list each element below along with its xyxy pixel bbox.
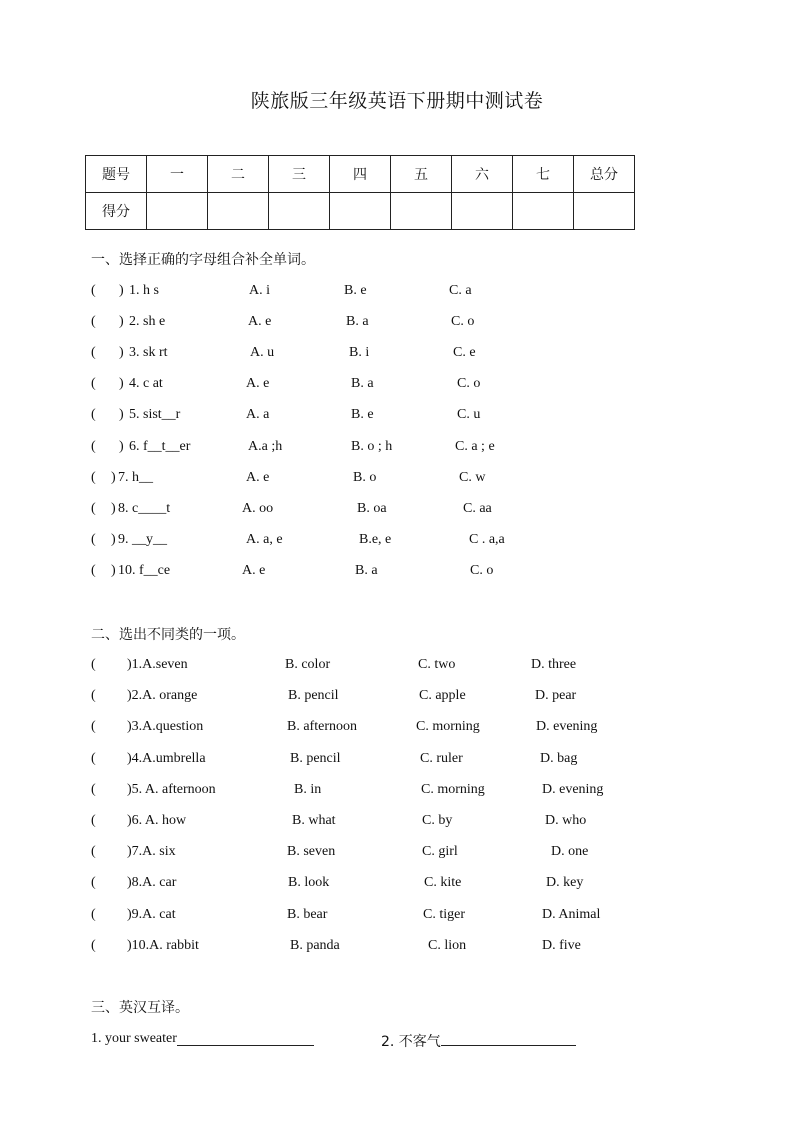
question-text: 8. c____t — [118, 501, 171, 516]
score-table-header-cell: 四 — [330, 156, 391, 193]
option-b: B. look — [288, 875, 330, 890]
option-b: B. color — [285, 657, 331, 672]
question-text: 10. f__ce — [118, 563, 171, 578]
option-c: C. e — [453, 345, 476, 360]
question-text: 2. sh e — [129, 314, 166, 329]
question-text: 3. sk rt — [129, 345, 168, 360]
paren-open: ( — [91, 314, 96, 329]
score-table-row-label: 得分 — [86, 193, 147, 230]
option-c: C. a — [449, 283, 472, 298]
option-c: C. tiger — [423, 907, 465, 922]
paren-open: ( — [91, 470, 96, 485]
score-cell[interactable] — [574, 193, 635, 230]
option-b: B. panda — [290, 938, 340, 953]
option-c: C. aa — [463, 501, 492, 516]
paren-open: ( — [91, 782, 96, 797]
option-c: C. o — [457, 376, 481, 391]
question-text: 7. h__ — [118, 470, 153, 485]
paren-close: ) — [111, 501, 116, 516]
option-b: B. o — [353, 470, 377, 485]
question-text: )9.A. cat — [127, 907, 176, 922]
option-d: D. bag — [540, 751, 578, 766]
paren-close: ) — [119, 407, 124, 422]
question-text: )6. A. how — [127, 813, 187, 828]
score-table-header-cell: 五 — [391, 156, 452, 193]
option-b: B. in — [294, 782, 322, 797]
paren-open: ( — [91, 907, 96, 922]
option-c: C. morning — [421, 782, 485, 797]
page-title: 陕旅版三年级英语下册期中测试卷 — [250, 90, 544, 112]
option-a: A. a, e — [246, 532, 283, 547]
option-c: C. morning — [416, 719, 480, 734]
section2-heading: 二、选出不同类的一项。 — [91, 627, 245, 643]
option-b: B. a — [351, 376, 374, 391]
question-text: )1.A.seven — [127, 657, 188, 672]
option-c: C. o — [451, 314, 475, 329]
question-text: )3.A.question — [127, 719, 204, 734]
score-table-header-cell: 三 — [269, 156, 330, 193]
option-a: A. e — [248, 314, 272, 329]
question-text: )7.A. six — [127, 844, 176, 859]
paren-open: ( — [91, 813, 96, 828]
paren-open: ( — [91, 938, 96, 953]
option-c: C. a ; e — [455, 439, 495, 454]
score-table-score-row — [86, 193, 635, 230]
option-a: A. e — [246, 470, 270, 485]
option-a: A. a — [246, 407, 270, 422]
score-cell[interactable] — [391, 193, 452, 230]
paren-open: ( — [91, 376, 96, 391]
paren-open: ( — [91, 532, 96, 547]
option-c: C. girl — [422, 844, 458, 859]
score-table-header-cell: 二 — [208, 156, 269, 193]
score-cell[interactable] — [208, 193, 269, 230]
paren-open: ( — [91, 283, 96, 298]
translation-prompt: 1. your sweater — [91, 1031, 177, 1046]
score-cell[interactable] — [147, 193, 208, 230]
option-c: C. lion — [428, 938, 467, 953]
paren-close: ) — [119, 283, 124, 298]
question-text: 9. __y__ — [118, 532, 167, 547]
option-d: D. evening — [542, 782, 604, 797]
score-table — [85, 155, 635, 230]
score-cell[interactable] — [330, 193, 391, 230]
paren-open: ( — [91, 657, 96, 672]
option-d: D. Animal — [542, 907, 601, 922]
question-text: 4. c at — [129, 376, 163, 391]
paren-open: ( — [91, 439, 96, 454]
option-c: C. w — [459, 470, 486, 485]
section3-heading: 三、英汉互译。 — [91, 1000, 189, 1016]
paren-close: ) — [119, 376, 124, 391]
option-b: B. pencil — [288, 688, 339, 703]
question-text: )4.A.umbrella — [127, 751, 206, 766]
option-d: D. five — [542, 938, 581, 953]
score-table-header-cell: 七 — [513, 156, 574, 193]
question-text: )10.A. rabbit — [127, 938, 199, 953]
paren-open: ( — [91, 688, 96, 703]
paren-close: ) — [111, 563, 116, 578]
paren-close: ) — [111, 532, 116, 547]
paren-open: ( — [91, 751, 96, 766]
score-table-header-cell: 总分 — [574, 156, 635, 193]
option-c: C. two — [418, 657, 456, 672]
question-text: )2.A. orange — [127, 688, 198, 703]
option-b: B. bear — [287, 907, 328, 922]
paren-open: ( — [91, 501, 96, 516]
paren-open: ( — [91, 563, 96, 578]
option-c: C. by — [422, 813, 453, 828]
translation-item-2 — [381, 1031, 441, 1051]
option-c: C. u — [457, 407, 481, 422]
option-b: B. afternoon — [287, 719, 357, 734]
question-text: )5. A. afternoon — [127, 782, 216, 797]
option-b: B. o ; h — [351, 439, 393, 454]
question-text: 1. h s — [129, 283, 159, 298]
option-b: B. a — [355, 563, 378, 578]
option-b: B. what — [292, 813, 336, 828]
option-c: C. apple — [419, 688, 466, 703]
option-c: C. kite — [424, 875, 462, 890]
option-b: B. i — [349, 345, 370, 360]
score-cell[interactable] — [269, 193, 330, 230]
translation-item-1 — [91, 1031, 177, 1047]
paren-open: ( — [91, 844, 96, 859]
section1-heading: 一、选择正确的字母组合补全单词。 — [91, 252, 315, 268]
paren-close: ) — [119, 345, 124, 360]
option-a: A. i — [249, 283, 270, 298]
option-d: D. one — [551, 844, 589, 859]
option-d: D. evening — [536, 719, 598, 734]
answer-blank[interactable] — [441, 1031, 576, 1046]
option-b: B. a — [346, 314, 369, 329]
option-d: D. who — [545, 813, 587, 828]
score-table-header-cell: 六 — [452, 156, 513, 193]
score-table-header-row — [86, 156, 635, 193]
question-text: )8.A. car — [127, 875, 177, 890]
option-a: A. e — [242, 563, 266, 578]
score-cell[interactable] — [452, 193, 513, 230]
option-b: B. pencil — [290, 751, 341, 766]
score-table-header-cell: 题号 — [86, 156, 147, 193]
option-b: B. seven — [287, 844, 336, 859]
option-a: A.a ;h — [248, 439, 283, 454]
option-a: A. oo — [242, 501, 274, 516]
option-c: C. o — [470, 563, 494, 578]
paren-open: ( — [91, 345, 96, 360]
option-d: D. three — [531, 657, 577, 672]
option-b: B. oa — [357, 501, 387, 516]
question-text: 6. f__t__er — [129, 439, 191, 454]
question-text: 5. sist__r — [129, 407, 181, 422]
option-d: D. key — [546, 875, 584, 890]
option-d: D. pear — [535, 688, 577, 703]
option-c: C . a,a — [469, 532, 505, 547]
score-cell[interactable] — [513, 193, 574, 230]
paren-open: ( — [91, 875, 96, 890]
option-b: B. e — [344, 283, 367, 298]
paren-open: ( — [91, 407, 96, 422]
answer-blank[interactable] — [177, 1031, 314, 1046]
score-table-header-cell: 一 — [147, 156, 208, 193]
option-c: C. ruler — [420, 751, 463, 766]
translation-prompt: 2. 不客气 — [381, 1034, 441, 1050]
paren-close: ) — [119, 439, 124, 454]
paren-open: ( — [91, 719, 96, 734]
paren-close: ) — [111, 470, 116, 485]
option-a: A. e — [246, 376, 270, 391]
paren-close: ) — [119, 314, 124, 329]
option-a: A. u — [250, 345, 275, 360]
option-b: B. e — [351, 407, 374, 422]
option-b: B.e, e — [359, 532, 392, 547]
